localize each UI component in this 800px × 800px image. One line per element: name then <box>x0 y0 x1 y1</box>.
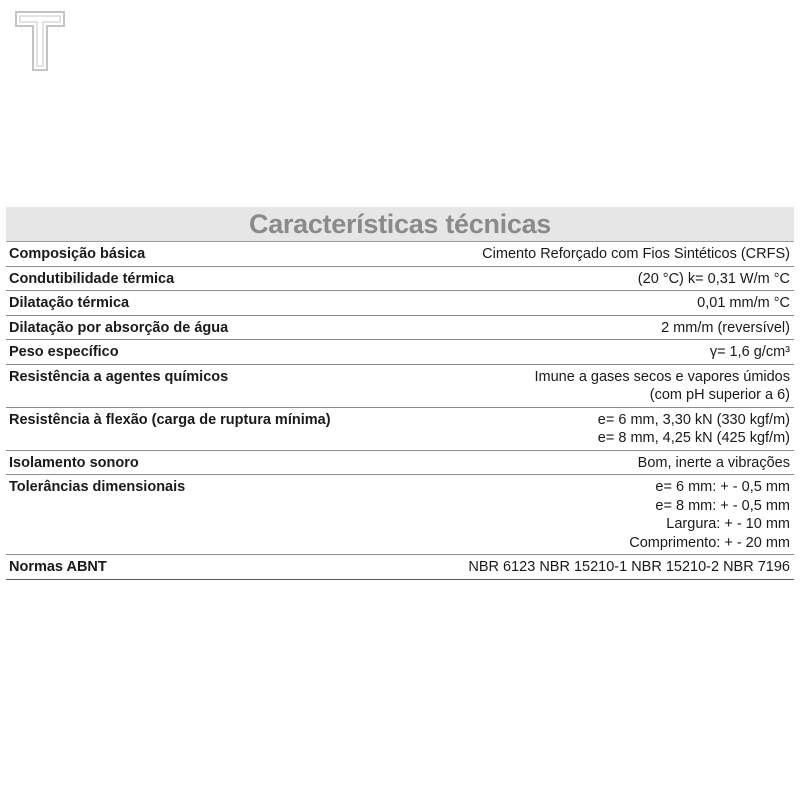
table-row <box>6 291 794 316</box>
table-row <box>6 365 794 408</box>
spec-value-line: (20 °C) k= 0,31 W/m °C <box>637 270 790 287</box>
spec-label: Isolamento sonoro <box>9 454 139 471</box>
spec-value <box>710 343 790 362</box>
table-row <box>6 408 794 451</box>
title-bar <box>6 207 794 242</box>
spec-value-line: 2 mm/m (reversível) <box>661 319 790 336</box>
spec-value <box>629 478 790 552</box>
brand-logo-icon <box>14 10 66 72</box>
spec-value-line: Imune a gases secos e vapores úmidos <box>534 368 790 385</box>
spec-label: Resistência à flexão (carga de ruptura mínima) <box>9 411 331 428</box>
table-row <box>6 242 794 267</box>
spec-value <box>697 294 790 313</box>
table-row <box>6 316 794 341</box>
spec-label: Resistência a agentes químicos <box>9 368 229 385</box>
spec-label: Composição básica <box>9 246 146 262</box>
spec-label: Dilatação térmica <box>9 295 130 311</box>
spec-value <box>598 411 790 448</box>
spec-value-line: e= 8 mm, 4,25 kN (425 kgf/m) <box>597 430 790 446</box>
spec-value-line: e= 6 mm, 3,30 kN (330 kgf/m) <box>597 411 790 428</box>
spec-value <box>661 319 790 338</box>
spec-value-line: 0,01 mm/m °C <box>697 295 790 311</box>
spec-label: Peso específico <box>9 344 119 360</box>
spec-value-line: (com pH superior a 6) <box>649 387 790 403</box>
spec-value-line: NBR 6123 NBR 15210-1 NBR 15210-2 NBR 7196 <box>468 559 790 575</box>
spec-value-line: Comprimento: + - 20 mm <box>629 534 790 551</box>
spec-value <box>638 454 790 473</box>
spec-label: Condutibilidade térmica <box>9 270 175 287</box>
table-row <box>6 451 794 476</box>
spec-value-line: Cimento Reforçado com Fios Sintéticos (CRFS) <box>482 246 790 262</box>
spec-label: Normas ABNT <box>9 559 107 575</box>
technical-specs-table <box>6 207 794 580</box>
table-title: Características técnicas <box>249 208 551 239</box>
spec-value-line: γ= 1,6 g/cm³ <box>709 344 790 360</box>
spec-value <box>638 270 790 289</box>
spec-value-line: e= 8 mm: + - 0,5 mm <box>655 497 790 514</box>
spec-label: Dilatação por absorção de água <box>9 319 229 336</box>
spec-label: Tolerâncias dimensionais <box>9 479 186 495</box>
spec-rows <box>6 242 794 580</box>
spec-value <box>482 245 790 264</box>
spec-value-line: Largura: + - 10 mm <box>666 516 790 532</box>
table-row <box>6 340 794 365</box>
spec-value <box>535 368 791 405</box>
table-row <box>6 555 794 580</box>
table-row <box>6 267 794 292</box>
table-row <box>6 475 794 555</box>
spec-value-line: e= 6 mm: + - 0,5 mm <box>655 479 790 495</box>
spec-value-line: Bom, inerte a vibrações <box>637 454 790 471</box>
spec-value <box>468 558 790 577</box>
